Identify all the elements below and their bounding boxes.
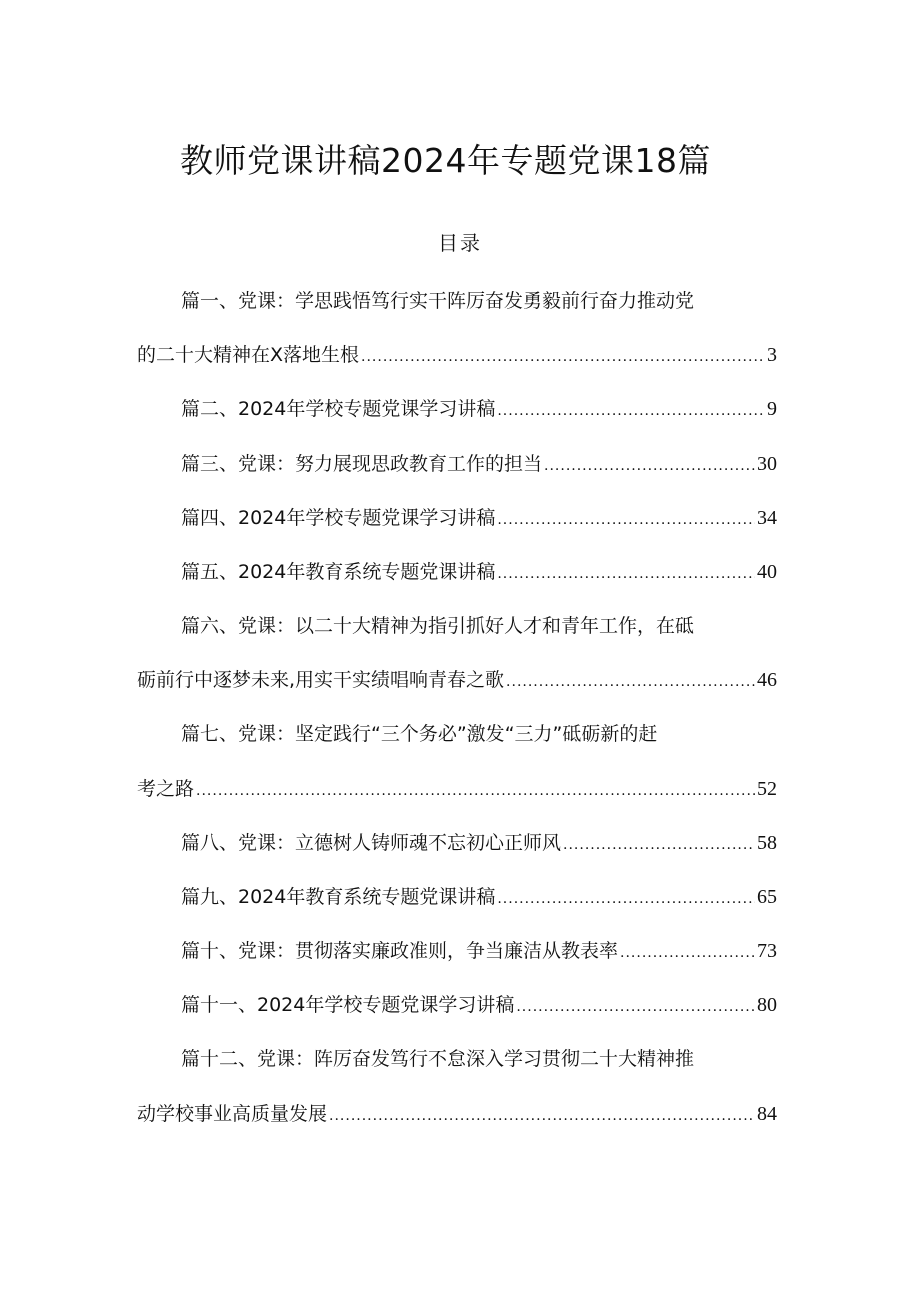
toc-entry-6[interactable] [137, 666, 777, 696]
toc-entry-6-line1: 篇六、党课：以二十大精神为指引抓好人才和青年工作，在砥 [181, 615, 695, 637]
toc-page-number: 3 [767, 344, 777, 366]
toc-page-number: 80 [757, 994, 777, 1016]
dot-leader [497, 506, 755, 534]
toc-entry-8[interactable] [181, 829, 777, 859]
toc-entry-12[interactable] [137, 1100, 777, 1130]
toc-entry-1[interactable] [137, 341, 777, 371]
toc-heading: 目录 [438, 231, 482, 255]
toc-entry-label: 篇三、党课：努力展现思政教育工作的担当 [181, 453, 543, 475]
dot-leader [563, 831, 755, 859]
toc-entry-label: 篇四、2024年学校专题党课学习讲稿 [181, 507, 496, 529]
dot-leader [620, 939, 755, 967]
dot-leader [497, 885, 755, 913]
toc-entry-9[interactable] [181, 883, 777, 913]
toc-entry-label: 篇五、2024年教育系统专题党课讲稿 [181, 561, 496, 583]
toc-page-number: 46 [757, 669, 777, 691]
dot-leader [196, 777, 755, 805]
toc-entry-label: 篇九、2024年教育系统专题党课讲稿 [181, 886, 496, 908]
toc-entry-label: 砺前行中逐梦未来,用实干实绩唱响青春之歌 [137, 669, 505, 691]
dot-leader [497, 560, 755, 588]
toc-entry-10[interactable] [181, 937, 777, 967]
toc-entry-label: 动学校事业高质量发展 [137, 1103, 328, 1125]
toc-page-number: 30 [757, 453, 777, 475]
toc-entry-5[interactable] [181, 558, 777, 588]
toc-entry-7[interactable] [137, 775, 777, 805]
dot-leader [329, 1102, 755, 1130]
toc-page-number: 58 [757, 832, 777, 854]
document-title: 教师党课讲稿2024年专题党课18篇 [180, 141, 711, 180]
toc-entry-label: 篇二、2024年学校专题党课学习讲稿 [181, 398, 496, 420]
dot-leader [506, 668, 755, 696]
toc-page-number: 52 [757, 778, 777, 800]
toc-page-number: 84 [757, 1103, 777, 1125]
toc-entry-11[interactable] [181, 991, 777, 1021]
toc-entry-1-line1: 篇一、党课：学思践悟笃行实干阵厉奋发勇毅前行奋力推动党 [181, 290, 695, 312]
toc-entry-4[interactable] [181, 504, 777, 534]
toc-entry-label: 篇十、党课：贯彻落实廉政准则，争当廉洁从教表率 [181, 940, 619, 962]
toc-entry-label: 篇十一、2024年学校专题党课学习讲稿 [181, 994, 515, 1016]
dot-leader [516, 993, 755, 1021]
toc-page-number: 65 [757, 886, 777, 908]
toc-entry-3[interactable] [181, 450, 777, 480]
toc-entry-2[interactable] [181, 395, 777, 425]
toc-entry-label: 考之路 [137, 778, 195, 800]
toc-page-number: 73 [757, 940, 777, 962]
toc-entry-label: 篇八、党课：立德树人铸师魂不忘初心正师风 [181, 832, 562, 854]
toc-page-number: 34 [757, 507, 777, 529]
dot-leader [497, 397, 765, 425]
toc-entry-12-line1: 篇十二、党课：阵厉奋发笃行不怠深入学习贯彻二十大精神推 [181, 1048, 695, 1070]
dot-leader [361, 343, 765, 371]
toc-entry-7-line1: 篇七、党课：坚定践行“三个务必”激发“三力”砥砺新的赶 [181, 723, 658, 745]
dot-leader [544, 452, 755, 480]
toc-page-number: 40 [757, 561, 777, 583]
toc-entry-label: 的二十大精神在X落地生根 [137, 344, 360, 366]
toc-page-number: 9 [767, 398, 777, 420]
